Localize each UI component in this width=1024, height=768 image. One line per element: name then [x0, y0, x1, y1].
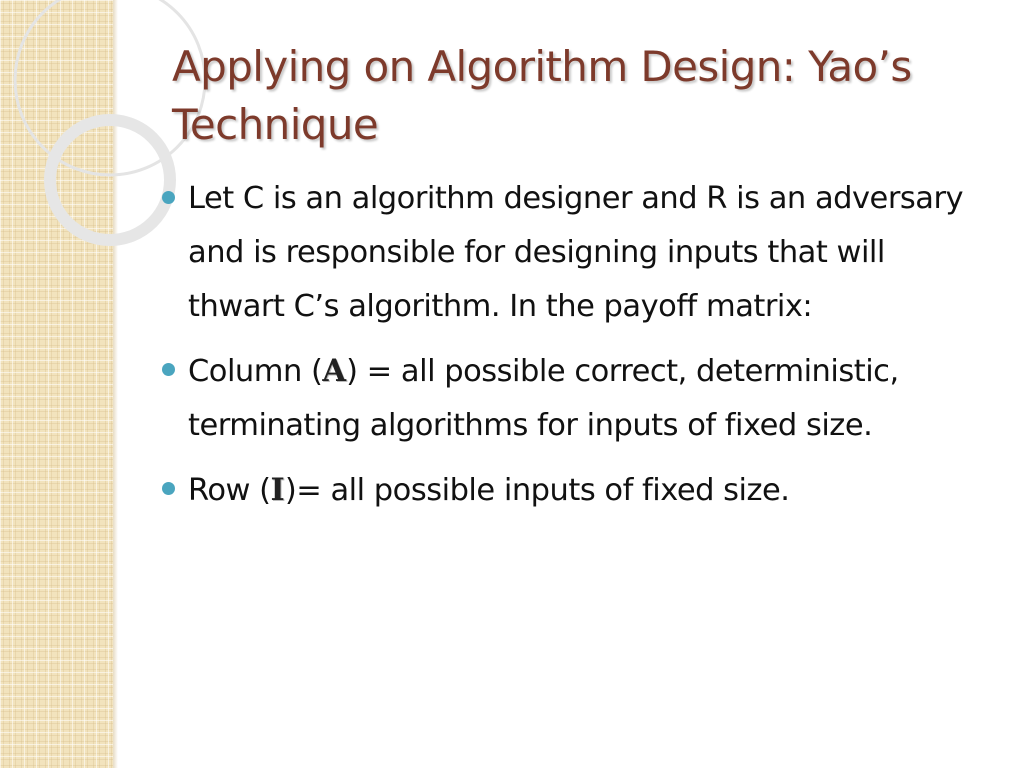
bullet-item-designer — [160, 172, 990, 334]
bullet-text: Let C is an algorithm designer and R is an adversary and is responsible for designing inputs that will thwart C’s algorithm. In the payoff matrix: — [188, 181, 964, 324]
bullet-text-after: )= all possible inputs of fixed size. — [284, 473, 790, 508]
bullet-text-before: Row ( — [188, 473, 271, 508]
math-symbol-a: A — [322, 353, 347, 389]
bullet-list — [160, 172, 990, 528]
bullet-dot-icon — [162, 191, 175, 204]
bullet-text-after: ) = all possible correct, deterministic, terminating algorithms for inputs of fixed size. — [188, 354, 899, 443]
slide-title — [172, 38, 992, 154]
math-symbol-i: I — [270, 472, 285, 508]
bullet-item-column — [160, 344, 990, 453]
bullet-dot-icon — [162, 363, 175, 376]
decorative-side-strip — [0, 0, 113, 768]
side-strip-edge — [113, 0, 118, 768]
bullet-dot-icon — [162, 482, 175, 495]
bullet-text-before: Column ( — [188, 354, 323, 389]
bullet-item-row — [160, 463, 990, 518]
title-line-1: Applying on Algorithm Design: Yao’s — [172, 42, 912, 91]
title-line-2: Technique — [172, 100, 379, 149]
